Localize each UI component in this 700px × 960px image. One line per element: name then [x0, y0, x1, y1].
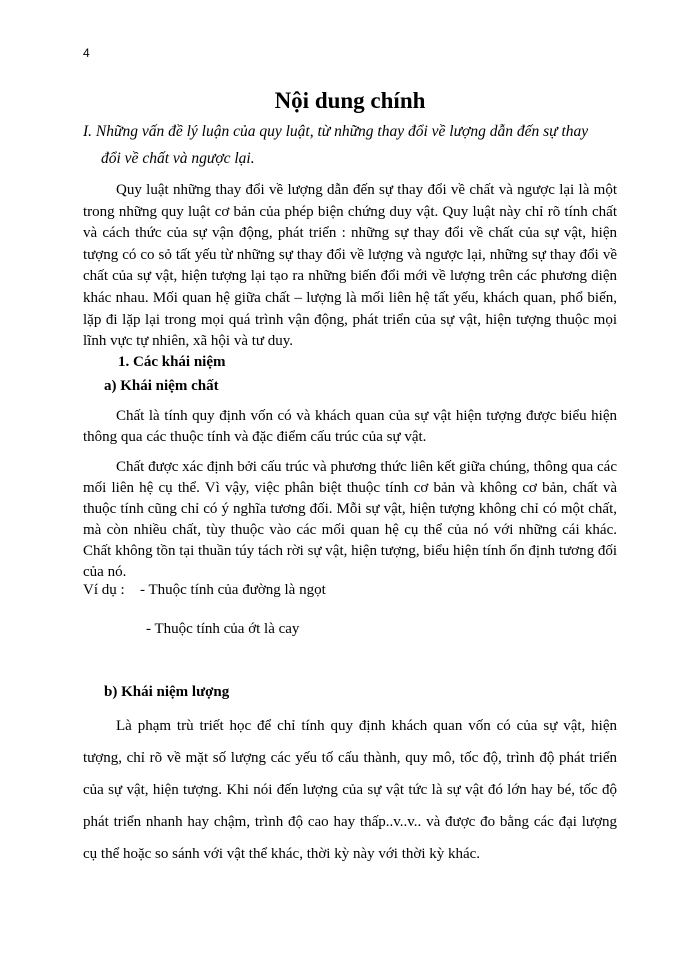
intro-paragraph: Quy luật những thay đổi về lượng dẫn đến sự thay đổi về chất và ngược lại là một trong những quy luật cơ bản của phép biện chứng duy vật. Quy luật này chỉ rõ tính chất và cách thức của sự vận động, phát triển : những sự thay đổi về chất của sự vật, hiện tượng có co sỏ tất yếu từ những sự thay đổi về lượng và ngược lại, những sự thay đổi về chất của sự vật, hiện tượng lại tạo ra những biến đổi mới về lượng trên các phương diện khác nhau. Mối quan hệ giữa chất – lượng là mối liên hệ tất yếu, khách quan, phổ biến, lặp đi lặp lại trong mọi quá trình vận động, phát triển của sự vật, hiện tượng thuộc mọi lĩnh vực tự nhiên, xã hội và tư duy. [83, 182, 617, 350]
quantity-definition-paragraph: Là phạm trù triết học để chỉ tính quy định khách quan vốn có của sự vật, hiện tượng, chỉ rõ về mặt số lượng các yếu tố cấu thành, quy mô, tốc độ, trình độ phát triển của sự vật, hiện tượng. Khi nói đến lượng của sự vật tức là sự vật đó lớn hay bé, tốc độ phát triển nhanh hay chậm, trình độ cao hay thấp..v..v.. và được đo bằng các đại lượng cụ thể hoặc so sánh với vật thể khác, thời kỳ này với thời kỳ khác. [83, 718, 617, 862]
page-number: 4 [83, 46, 90, 60]
page-title: Nội dung chính [274, 88, 426, 113]
section-heading-I-line1: I. Những vấn đề lý luận của quy luật, từ những thay đổi về lượng dẫn đến sự thay [83, 123, 589, 140]
example-item: - Thuộc tính của đường là ngọt [140, 582, 326, 598]
section-heading-I-line2: đổi về chất và ngược lại. [101, 150, 255, 167]
quality-detail-paragraph: Chất được xác định bởi cấu trúc và phương thức liên kết giữa chúng, thông qua các mối liên hệ cụ thể. Vì vậy, việc phân biệt thuộc tính cơ bản và không cơ bản, chất và thuộc tính cũng chỉ có ý nghĩa tương đối. Mỗi sự vật, hiện tượng không chỉ có một chất, mà còn nhiều chất, tùy thuộc vào các mối quan hệ cụ thể của nó với những cái khác. Chất không tồn tại thuần túy tách rời sự vật, hiện tượng, biểu hiện tính ổn định tương đối của nó. [83, 459, 617, 580]
heading-concepts: 1. Các khái niệm [118, 354, 226, 370]
quality-definition-paragraph: Chất là tính quy định vốn có và khách quan của sự vật hiện tượng được biểu hiện thông qua các thuộc tính và đặc điểm cấu trúc của sự vật. [83, 408, 617, 445]
heading-quality-concept: a) Khái niệm chất [104, 378, 219, 394]
example-label: Ví dụ : [83, 582, 125, 598]
section-heading-I [83, 118, 623, 172]
heading-quantity-concept: b) Khái niệm lượng [104, 684, 230, 700]
example-item: - Thuộc tính của ớt là cay [146, 621, 300, 637]
